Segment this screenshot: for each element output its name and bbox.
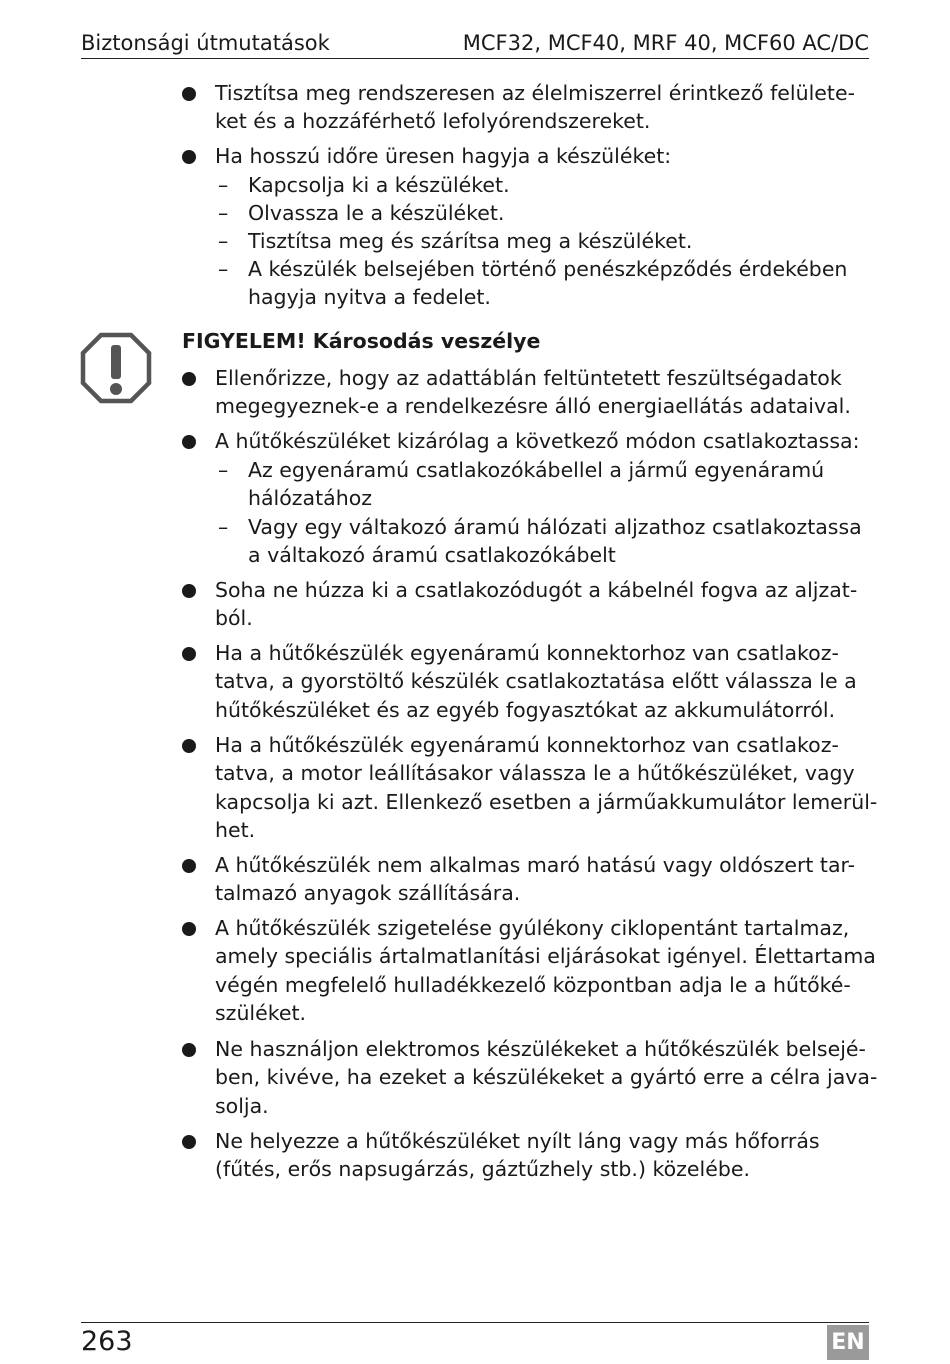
- section-title: Biztonsági útmutatások: [81, 31, 330, 55]
- bullet-icon: [182, 1043, 196, 1057]
- list-item: A hűtőkészülék nem alkalmas maró hatású vagy oldószert tar- talmazó anyagok szállítására.: [215, 853, 856, 906]
- sub-list-item: Az egyenáramú csatlakozókábellel a jármű egyenáramú hálózatához: [248, 458, 825, 511]
- dash-icon: –: [218, 515, 229, 539]
- bullet-icon: [182, 372, 196, 386]
- dash-icon: –: [218, 201, 229, 225]
- bullet-icon: [182, 859, 196, 873]
- list-item: A hűtőkészüléket kizárólag a következő módon csatlakoztassa:: [215, 429, 860, 453]
- list-item: Ne használjon elektromos készülékeket a hűtőkészülék belsejé- ben, kivéve, ha ezeket a készülékeket a gyártó erre a célra java- solja.: [215, 1037, 878, 1118]
- list-item: Ha a hűtőkészülék egyenáramú konnektorhoz van csatlakoz- tatva, a gyorstöltő készülék csatlakoztatása előtt válassza le a hűtőkészüléket és az egyéb fogyasztókat az akkumulátorról.: [215, 641, 857, 722]
- list-item: Tisztítsa meg rendszeresen az élelmiszerrel érintkező felülete- ket és a hozzáférhető lefolyórendszereket.: [215, 81, 855, 134]
- language-badge: EN: [827, 1325, 869, 1360]
- warning-octagon-icon: [80, 332, 152, 404]
- page-number: 263: [81, 1326, 133, 1357]
- sub-list-item: Kapcsolja ki a készüléket.: [248, 173, 510, 197]
- bullet-icon: [182, 922, 196, 936]
- bullet-icon: [182, 1135, 196, 1149]
- bullet-icon: [182, 435, 196, 449]
- sub-list-item: A készülék belsejében történő penészképződés érdekében hagyja nyitva a fedelet.: [248, 257, 848, 310]
- list-item: Ha a hűtőkészülék egyenáramú konnektorhoz van csatlakoz- tatva, a motor leállításakor válassza le a hűtőkészüléket, vagy kapcsolja ki azt. Ellenkező esetben a járműakkumulátor lemerül- het.: [215, 733, 878, 842]
- bullet-icon: [182, 647, 196, 661]
- dash-icon: –: [218, 229, 229, 253]
- sub-list-item: Tisztítsa meg és szárítsa meg a készüléket.: [248, 229, 693, 253]
- dash-icon: –: [218, 257, 229, 281]
- bullet-icon: [182, 150, 196, 164]
- bullet-icon: [182, 584, 196, 598]
- list-item: Soha ne húzza ki a csatlakozódugót a kábelnél fogva az aljzat- ból.: [215, 578, 858, 631]
- sub-list-item: Vagy egy váltakozó áramú hálózati aljzathoz csatlakoztassa a váltakozó áramú csatlakozókábelt: [248, 515, 862, 568]
- list-item: A hűtőkészülék szigetelése gyúlékony ciklopentánt tartalmaz, amely speciális ártalmatlanítási eljárásokat igényel. Élettartama végén megfelelő hulladékkezelő központban adja le a hűtőké- szüléket.: [215, 916, 876, 1025]
- bullet-icon: [182, 87, 196, 101]
- dash-icon: –: [218, 458, 229, 482]
- list-item: Ha hosszú időre üresen hagyja a készüléket:: [215, 144, 672, 168]
- model-list: MCF32, MCF40, MRF 40, MCF60 AC/DC: [462, 31, 869, 55]
- dash-icon: –: [218, 173, 229, 197]
- list-item: Ellenőrizze, hogy az adattáblán feltüntetett feszültségadatok megegyeznek-e a rendelkezésre álló energiaellátás adataival.: [215, 366, 851, 419]
- footer-divider: [81, 1322, 869, 1323]
- sub-list-item: Olvassza le a készüléket.: [248, 201, 505, 225]
- warning-title: FIGYELEM! Károsodás veszélye: [182, 329, 541, 353]
- page-header: [81, 28, 869, 59]
- list-item: Ne helyezze a hűtőkészüléket nyílt láng vagy más hőforrás (fűtés, erős napsugárzás, gáztűzhely stb.) közelébe.: [215, 1129, 820, 1182]
- bullet-icon: [182, 739, 196, 753]
